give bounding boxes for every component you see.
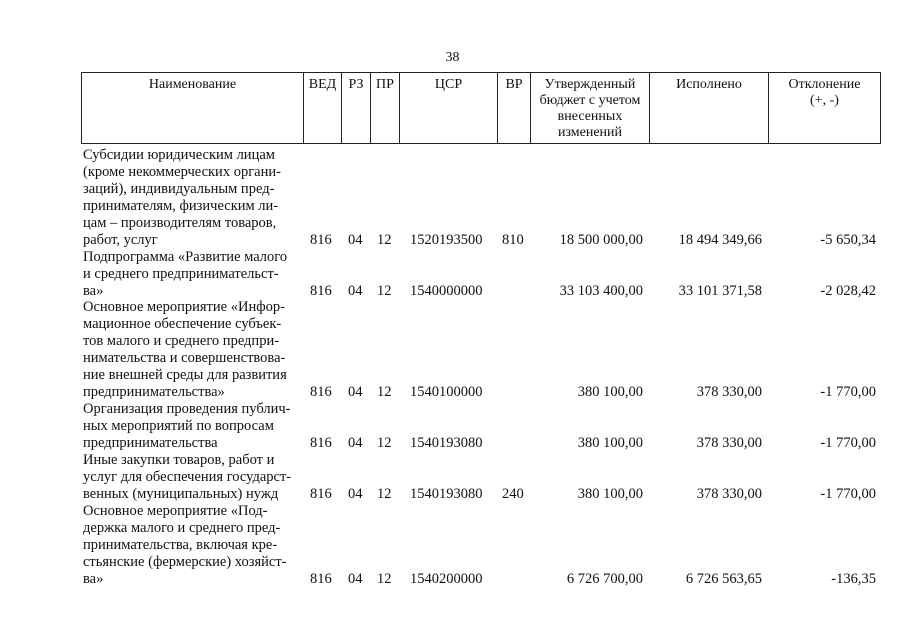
row-name-line: принимательства, включая кре- [83,537,278,553]
row-vr: 810 [502,232,524,248]
row-rz: 04 [348,384,363,400]
row-executed: 378 330,00 [696,384,762,400]
row-name-line: Организация проведения публич- [83,401,291,417]
row-name-line: ных мероприятий по вопросам [83,418,274,434]
header-name: Наименование [148,77,237,92]
row-executed: 378 330,00 [696,486,762,502]
row-ved: 816 [310,232,332,248]
row-name [83,249,305,300]
row-name-line: (кроме некоммерческих органи- [83,164,281,180]
row-ved: 816 [310,571,332,587]
row-name-line: и среднего предпринимательст- [83,266,279,282]
row-name-line: предпринимательства [83,435,218,451]
header-csr: ЦСР [434,77,463,92]
row-name-line: нимательства и совершенствова- [83,350,286,366]
row-budget: 380 100,00 [577,435,643,451]
row-pr: 12 [377,283,392,299]
row-name-line: держка малого и среднего пред- [83,520,281,536]
row-budget: 380 100,00 [577,384,643,400]
row-deviation: -5 650,34 [820,232,876,248]
row-name-line: работ, услуг [83,232,158,248]
row-name-line: услуг для обеспечения государст- [83,469,292,485]
row-name-line: Субсидии юридическим лицам [83,147,275,163]
row-name [83,452,305,503]
row-name-line: Основное мероприятие «Инфор- [83,299,285,315]
row-csr: 1540193080 [410,486,483,502]
header-budget-line: Утвержденный [544,77,636,92]
row-csr: 1540100000 [410,384,483,400]
row-budget: 33 103 400,00 [559,283,643,299]
row-ved: 816 [310,384,332,400]
row-pr: 12 [377,232,392,248]
row-name-line: предпринимательства» [83,384,225,400]
header-deviation [769,74,880,144]
row-pr: 12 [377,384,392,400]
row-executed: 33 101 371,58 [678,283,762,299]
row-ved: 816 [310,486,332,502]
row-name-line: цам – производителям товаров, [83,215,277,231]
row-csr: 1520193500 [410,232,483,248]
header-rz: РЗ [348,77,364,92]
row-name-line: стьянские (фермерские) хозяйст- [83,554,287,570]
row-name-line: ва» [83,571,104,587]
row-name-line: мационное обеспечение субъек- [83,316,282,332]
row-vr: 240 [502,486,524,502]
row-name-line: Иные закупки товаров, работ и [83,452,275,468]
row-name-line: ние внешней среды для развития [83,367,287,383]
header-budget-line: изменений [557,125,623,140]
row-pr: 12 [377,486,392,502]
row-name-line: принимателям, физическим ли- [83,198,279,214]
row-name [83,299,305,401]
row-csr: 1540000000 [410,283,483,299]
row-name [83,503,305,588]
row-rz: 04 [348,435,363,451]
row-pr: 12 [377,571,392,587]
header-executed: Исполнено [676,77,742,92]
row-ved: 816 [310,435,332,451]
header-ved: ВЕД [308,77,337,92]
row-rz: 04 [348,486,363,502]
header-vr: ВР [505,77,523,92]
row-csr: 1540193080 [410,435,483,451]
header-budget-line: внесенных [557,109,623,124]
row-name-line: венных (муниципальных) нужд [83,486,279,502]
row-deviation: -1 770,00 [820,486,876,502]
row-csr: 1540200000 [410,571,483,587]
row-name-line: тов малого и среднего предпри- [83,333,280,349]
row-name-line: Подпрограмма «Развитие малого [83,249,288,265]
row-executed: 18 494 349,66 [678,232,762,248]
row-name-line: ва» [83,283,104,299]
row-name [83,401,305,452]
row-deviation: -1 770,00 [820,435,876,451]
row-ved: 816 [310,283,332,299]
row-budget: 380 100,00 [577,486,643,502]
row-executed: 6 726 563,65 [685,571,762,587]
header-budget [531,74,649,144]
row-deviation: -1 770,00 [820,384,876,400]
row-name-line: Основное мероприятие «Под- [83,503,268,519]
row-deviation: -2 028,42 [820,283,876,299]
row-pr: 12 [377,435,392,451]
row-executed: 378 330,00 [696,435,762,451]
row-name [83,147,305,249]
header-deviation-line: (+, -) [810,93,839,108]
row-budget: 6 726 700,00 [566,571,643,587]
row-rz: 04 [348,232,363,248]
row-rz: 04 [348,283,363,299]
row-rz: 04 [348,571,363,587]
row-budget: 18 500 000,00 [559,232,643,248]
header-budget-line: бюджет с учетом [539,93,641,108]
row-name-line: заций), индивидуальным пред- [83,181,275,197]
row-deviation: -136,35 [831,571,876,587]
header-deviation-line: Отклонение [788,77,861,92]
header-pr: ПР [376,77,394,92]
page-number: 38 [445,50,460,65]
